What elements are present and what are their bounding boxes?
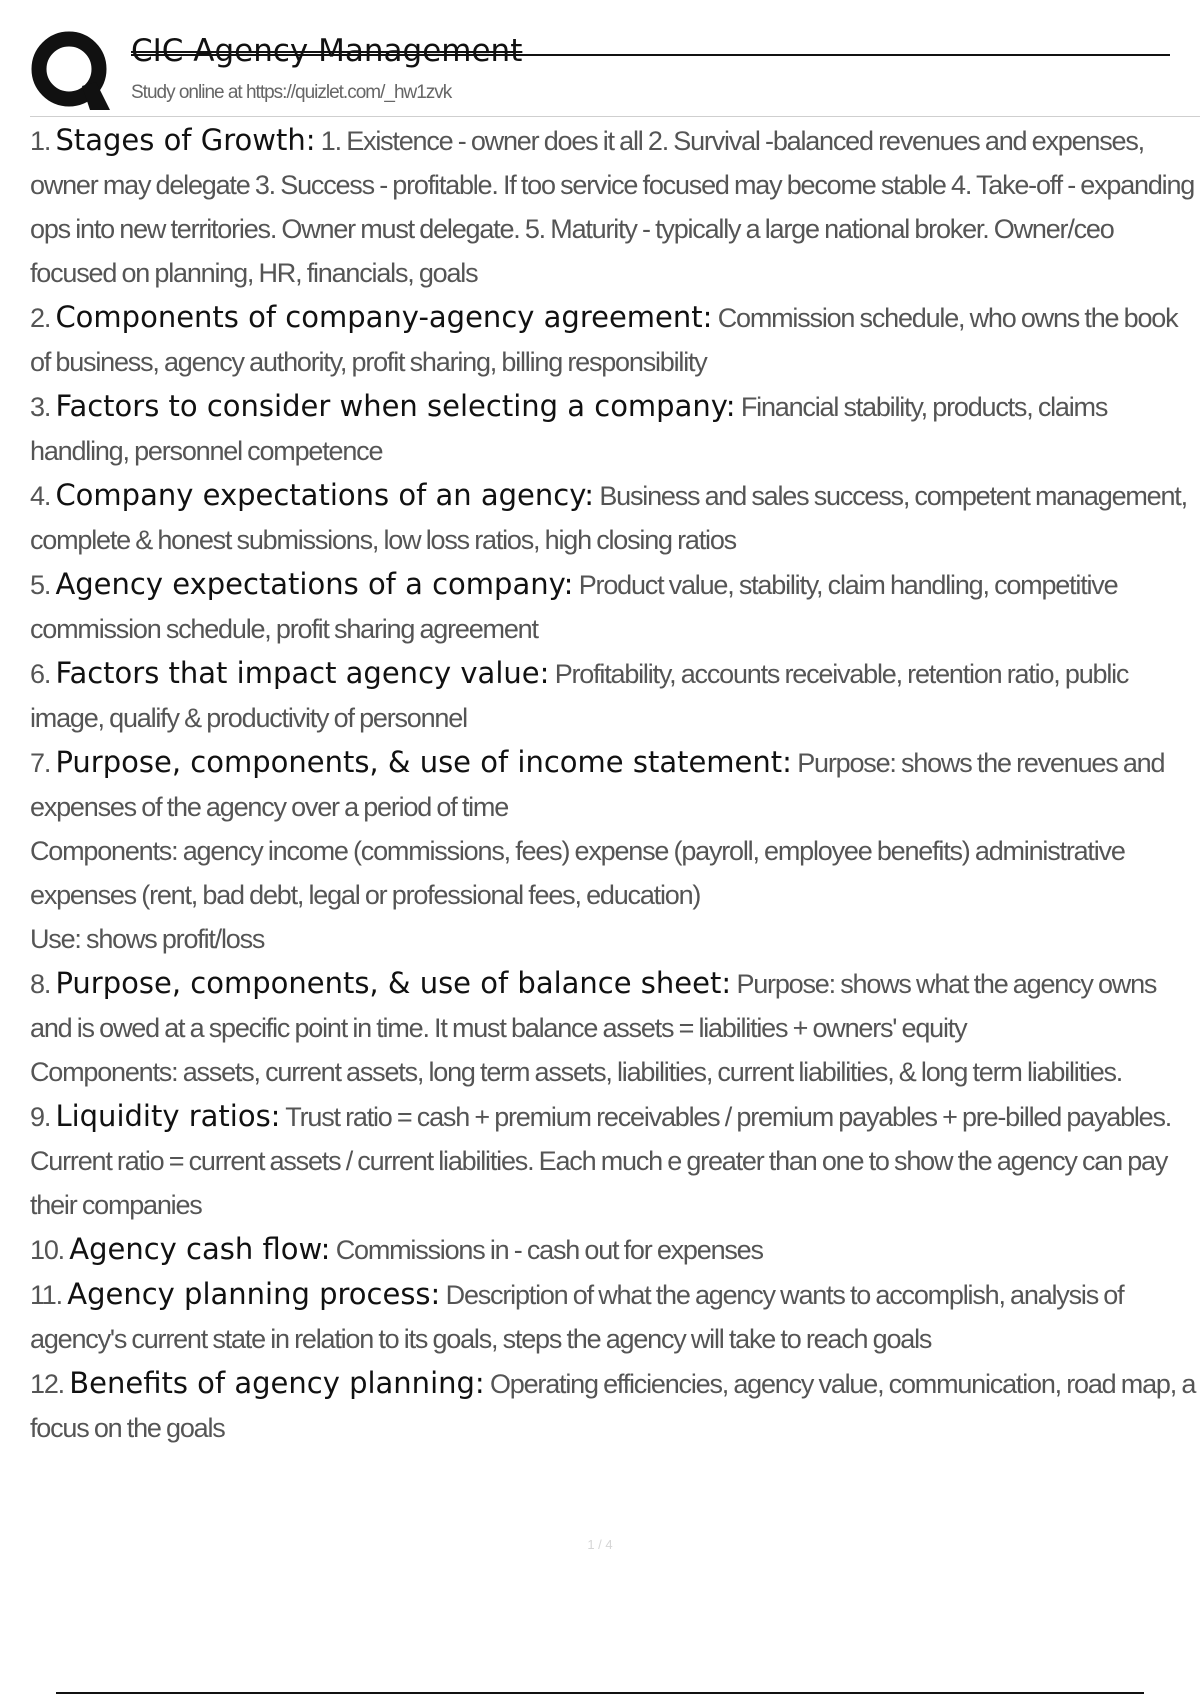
card-number: 5.	[30, 570, 51, 600]
study-online-link[interactable]: Study online at https://quizlet.com/_hw1zvk	[131, 82, 452, 103]
card-term: Agency expectations of a company:	[55, 567, 574, 601]
flashcard-item	[30, 1272, 1196, 1361]
card-term: Components of company-agency agreement:	[55, 300, 713, 334]
card-definition: Purpose: shows what the agency owns and is owed at a specific point in time. It must balance assets = liabilities + owners' equity	[30, 969, 1157, 1043]
card-definition: Trust ratio = cash + premium receivables / premium payables + pre-billed payables.	[285, 1102, 1172, 1132]
card-term: Benefits of agency planning:	[69, 1366, 485, 1400]
card-definition-line: Use: shows profit/loss	[30, 924, 265, 954]
card-term: Liquidity ratios:	[55, 1099, 281, 1133]
card-definition: Purpose: shows the revenues and expenses of the agency over a period of time	[30, 748, 1165, 822]
card-term: Agency cash flow:	[69, 1232, 331, 1266]
flashcard-list	[30, 118, 1196, 1450]
card-number: 11.	[30, 1280, 62, 1310]
card-definition: Description of what the agency wants to accomplish, analysis of agency's current state in relation to its goals, steps the agency will take to reach goals	[30, 1280, 1124, 1354]
card-number: 10.	[30, 1235, 64, 1265]
card-term: Company expectations of an agency:	[55, 478, 595, 512]
card-number: 9.	[30, 1102, 51, 1132]
quizlet-logo-icon	[30, 30, 112, 112]
card-term: Purpose, components, & use of balance sheet:	[55, 966, 732, 1000]
card-definition: Operating efficiencies, agency value, communication, road map, a focus on the goals	[30, 1369, 1196, 1443]
card-number: 6.	[30, 659, 51, 689]
card-number: 3.	[30, 392, 51, 422]
card-number: 2.	[30, 303, 51, 333]
flashcard-item	[30, 1094, 1196, 1227]
card-number: 4.	[30, 481, 51, 511]
flashcard-item	[30, 651, 1196, 740]
document-title: CIC Agency Management	[131, 33, 523, 69]
card-definition: Commission schedule, who owns the book of business, agency authority, profit sharing, billing responsibility	[30, 303, 1178, 377]
card-definition-line: Current ratio = current assets / current liabilities. Each much e greater than one to show the agency can pay their companies	[30, 1146, 1168, 1220]
card-number: 12.	[30, 1369, 64, 1399]
flashcard-item	[30, 1361, 1196, 1450]
card-number: 7.	[30, 748, 51, 778]
card-definition: Product value, stability, claim handling, competitive commission schedule, profit sharing agreement	[30, 570, 1118, 644]
footer-divider	[56, 1692, 1144, 1694]
card-term: Stages of Growth:	[55, 123, 316, 157]
flashcard-item	[30, 118, 1196, 295]
flashcard-item	[30, 295, 1196, 384]
card-term: Purpose, components, & use of income statement:	[55, 745, 792, 779]
card-number: 8.	[30, 969, 51, 999]
card-definition: 1. Existence - owner does it all 2. Survival -balanced revenues and expenses, owner may delegate 3. Success - profitable. If too service focused may become stable 4. Take-off - expanding ops into new territories. Owner must delegate. 5. Maturity - typically a large national broker. Owner/ceo focused on planning, HR, financials, goals	[30, 126, 1195, 288]
flashcard-item	[30, 473, 1196, 562]
card-definition: Business and sales success, competent management, complete & honest submissions, low loss ratios, high closing ratios	[30, 481, 1187, 555]
header-divider	[30, 116, 1200, 117]
card-term: Factors that impact agency value:	[55, 656, 550, 690]
card-definition: Financial stability, products, claims handling, personnel competence	[30, 392, 1108, 466]
document-header	[30, 30, 1140, 120]
card-definition-line: Components: agency income (commissions, fees) expense (payroll, employee benefits) administrative expenses (rent, bad debt, legal or professional fees, education)	[30, 836, 1125, 910]
flashcard-item	[30, 740, 1196, 961]
card-number: 1.	[30, 126, 51, 156]
flashcard-item	[30, 562, 1196, 651]
card-definition: Profitability, accounts receivable, retention ratio, public image, qualify & productivity of personnel	[30, 659, 1129, 733]
flashcard-item	[30, 1227, 1196, 1272]
flashcard-item	[30, 961, 1196, 1094]
page-number: 1 / 4	[587, 1537, 613, 1552]
card-term: Agency planning process:	[67, 1277, 441, 1311]
card-definition-line: Components: assets, current assets, long term assets, liabilities, current liabilities, & long term liabilities.	[30, 1057, 1123, 1087]
card-term: Factors to consider when selecting a company:	[55, 389, 736, 423]
card-definition: Commissions in - cash out for expenses	[335, 1235, 763, 1265]
flashcard-item	[30, 384, 1196, 473]
